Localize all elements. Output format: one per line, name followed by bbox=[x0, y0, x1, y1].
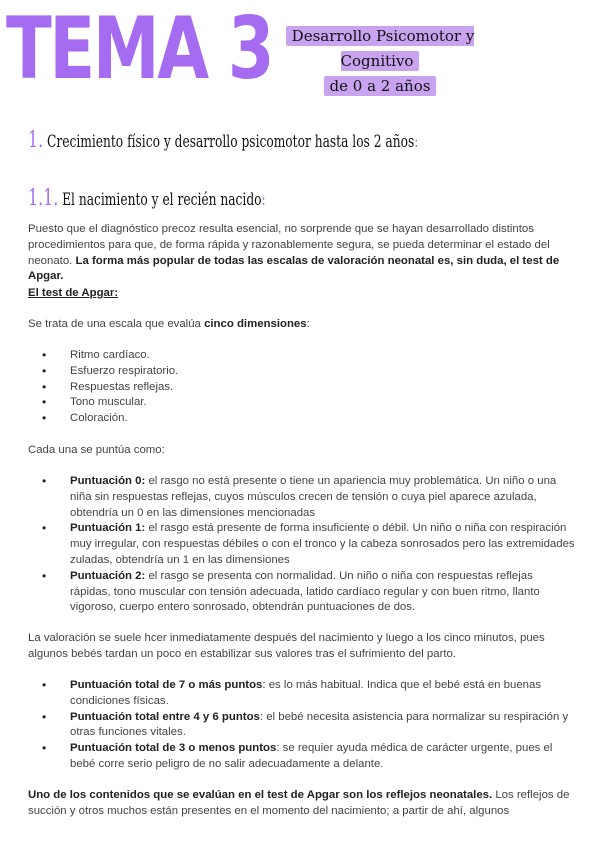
scale-intro-text: Se trata de una escala que evalúa bbox=[28, 318, 205, 330]
reflexes-paragraph bbox=[28, 788, 576, 820]
section-1-1-title: El nacimiento y el recién nacido bbox=[62, 190, 262, 210]
list-item: • Esfuerzo respiratorio. bbox=[28, 364, 576, 380]
list-item: • Respuestas reflejas. bbox=[28, 380, 576, 396]
total-text: : es lo más habitual. Indica que el bebé está en buenas condiciones físicas. bbox=[70, 679, 542, 707]
total-label: Puntuación total de 3 o menos puntos bbox=[70, 742, 277, 755]
total-text: : se requier ayuda médica de carácter urgente, pues el bebé corre serio peligro de no salir adecuadamente a delante. bbox=[70, 742, 553, 770]
list-item bbox=[28, 521, 576, 568]
apgar-heading: El test de Apgar: bbox=[28, 287, 119, 299]
reflexes-text: Los reflejos de succión y otros muchos están presentes en el momento del nacimiento; a partir de ahí, algunos bbox=[28, 789, 570, 817]
total-label: Puntuación total de 7 o más puntos bbox=[70, 679, 263, 691]
score-label: Puntuación 0: bbox=[70, 475, 146, 487]
score-label: Puntuación 1: bbox=[70, 522, 146, 535]
intro-bold: La forma más popular de todas las escalas de valoración neonatal es, sin duda, el test de Apgar. bbox=[28, 254, 560, 283]
section-1-1-colon: : bbox=[261, 190, 266, 210]
subtitle bbox=[250, 24, 510, 99]
subtitle-line-2: de 0 a 2 años bbox=[324, 76, 437, 96]
list-item: • Coloración. bbox=[28, 411, 576, 427]
section-1-heading bbox=[28, 128, 418, 153]
section-1-title: Crecimiento físico y desarrollo psicomotor hasta los 2 años bbox=[47, 132, 415, 152]
page-title: TEMA 3 bbox=[6, 0, 273, 99]
scoring-intro: Cada una se puntúa como: bbox=[28, 444, 165, 456]
score-text: el rasgo está presente de forma insuficiente o débil. Un niño o niña con respiración muy irregular, con respuestas débiles o con el tronco y la cabeza sonrosados pero las extremidades zuladas, obtendría un 1 en las dimensiones bbox=[70, 522, 575, 566]
total-label: Puntuación total entre 4 y 6 puntos bbox=[70, 710, 260, 723]
dimensions-list bbox=[28, 348, 576, 427]
list-item bbox=[28, 678, 576, 710]
intro-paragraph bbox=[28, 222, 576, 285]
list-item bbox=[28, 569, 576, 616]
section-1-colon: : bbox=[414, 132, 419, 152]
totals-list bbox=[28, 678, 576, 773]
section-1-1-heading bbox=[28, 186, 266, 211]
subtitle-line-1: Desarrollo Psicomotor y Cognitivo bbox=[286, 26, 475, 71]
scores-list bbox=[28, 474, 576, 616]
list-item: • Tono muscular. bbox=[28, 395, 576, 411]
score-text: el rasgo no está presente o tiene un apariencia muy problemática. Un niño o una niña sin respuestas reflejas, cuyos músculos crecen de tensión o cuya piel aparece azulada, obtendría un 0 en las dimensiones mencionadas bbox=[70, 475, 557, 519]
scale-intro-bold: cinco dimensiones bbox=[204, 318, 307, 330]
scale-intro-end: : bbox=[306, 318, 310, 330]
list-item: • Ritmo cardíaco. bbox=[28, 348, 576, 364]
score-text: el rasgo se presenta con normalidad. Un niño o niña con respuestas reflejas rápidas, tono muscular con tensión adecuada, latido cardíaco regular y con buen ritmo, llanto vigoroso, cuerpo entero sonrosado, obtendrán puntuaciones de dos. bbox=[70, 569, 540, 614]
intro-text: Puesto que el diagnóstico precoz resulta esencial, no sorprende que se hayan desarrollado distintos procedimientos para que, de forma rápida y razonablemente segura, se pueda determinar el estado del neonato. bbox=[28, 223, 550, 267]
total-text: : el bebé necesita asistencia para normalizar su respiración y otras funciones vitales. bbox=[70, 710, 569, 739]
section-1-1-number: 1.1. bbox=[28, 186, 59, 211]
apgar-heading-block bbox=[28, 286, 576, 302]
list-item bbox=[28, 710, 576, 742]
score-label: Puntuación 2: bbox=[70, 569, 146, 582]
list-item bbox=[28, 741, 576, 773]
section-1-number: 1. bbox=[28, 128, 44, 153]
scale-intro bbox=[28, 317, 576, 333]
list-item bbox=[28, 474, 576, 521]
timing-paragraph: La valoración se suele hcer inmediatamente después del nacimiento y luego a los cinco minutos, pues algunos bebés tardan un poco en estabilizar sus valores tras el sufrimiento del parto. bbox=[28, 632, 545, 660]
reflexes-bold: Uno de los contenidos que se evalúan en el test de Apgar son los reflejos neonatales. bbox=[28, 789, 493, 801]
